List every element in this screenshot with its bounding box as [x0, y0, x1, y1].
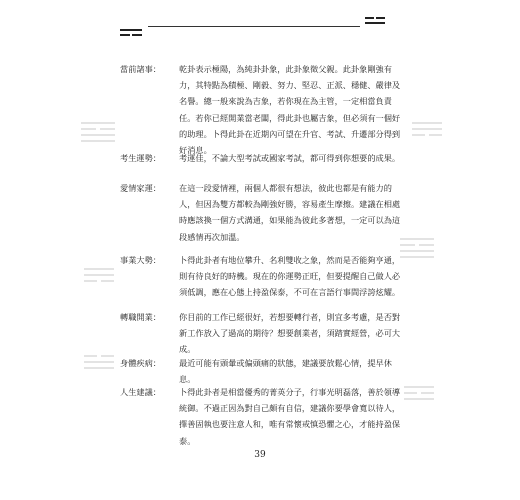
section-label: 考生運勢：	[120, 153, 161, 163]
section-job-change	[120, 309, 408, 358]
section-label: 事業大勢：	[120, 255, 161, 265]
decorative-trigram-icon	[412, 122, 442, 136]
section-text: 在這一段愛情裡，兩個人都很有想法，彼此也都是有能力的人，但因為雙方都較為剛強好勝，容易產生摩擦。建議在相處時應該換一個方式溝通，如果能為彼此多著想，一定可以為這段感情再次加溫。	[179, 183, 401, 242]
section-label: 愛情家運：	[120, 183, 161, 193]
decorative-trigram-icon	[84, 268, 114, 282]
section-exam-fortune	[120, 150, 408, 166]
decorative-trigram-icon	[404, 386, 434, 400]
section-career	[120, 252, 408, 301]
section-label: 身體疾病：	[120, 358, 161, 368]
page-number: 39	[254, 450, 266, 460]
section-label: 轉職開業：	[120, 312, 161, 322]
section-love-family	[120, 180, 408, 245]
section-health	[120, 355, 408, 387]
section-text: 卜得此卦者有地位攀升、名利雙收之象，然而是否能夠亨通，則有待良好的時機。現在的你運勢正旺，但要提醒自己做人必須低調，應在心態上持盈保泰，不可在言語行事間浮誇炫耀。	[179, 255, 401, 298]
section-label: 人生建議：	[120, 387, 161, 397]
section-life-advice	[120, 384, 408, 449]
trigram-mark-icon	[120, 29, 142, 36]
section-text: 考運佳，不論大型考試或國家考試，都可得到你想要的成果。	[179, 153, 401, 163]
section-label: 當前諸事：	[120, 64, 161, 74]
section-text: 你目前的工作已經很好，若想要轉行者，則宜多考慮，是否對新工作放入了過高的期待？想要創業者，須踏實經營，必可大成。	[179, 312, 401, 355]
section-current-affairs	[120, 61, 408, 158]
section-text: 卜得此卦者是相當優秀的菁英分子，行事光明磊落，善於領導統御。不過正因為對自己頗有自信，建議你要學會寬以待人，擇善固執也要注意人和，唯有常懷戒慎恐懼之心，才能持盈保泰。	[179, 387, 401, 446]
decorative-trigram-icon	[84, 355, 114, 369]
trigram-mark-icon	[365, 17, 385, 24]
section-text: 最近可能有頭暈或偏頭痛的狀態，建議要放鬆心情，提早休息。	[179, 358, 392, 385]
section-text: 乾卦表示極陽，為純卦卦象，此卦象徵父親。此卦象剛強有力，其特點為積極、剛毅、努力、堅忍、正派、穩健、嚴律及名譽。總一般來說為吉象，若你現在為主管，一定相當負責任。若你已經開業當老闆，得此卦也屬吉象，但必須有一個好的助理。卜得此卦在近期內可望在升官、考試、升遷部分得到好消息。	[179, 64, 401, 156]
decorative-trigram-icon	[81, 122, 115, 142]
header-rule	[148, 26, 360, 27]
